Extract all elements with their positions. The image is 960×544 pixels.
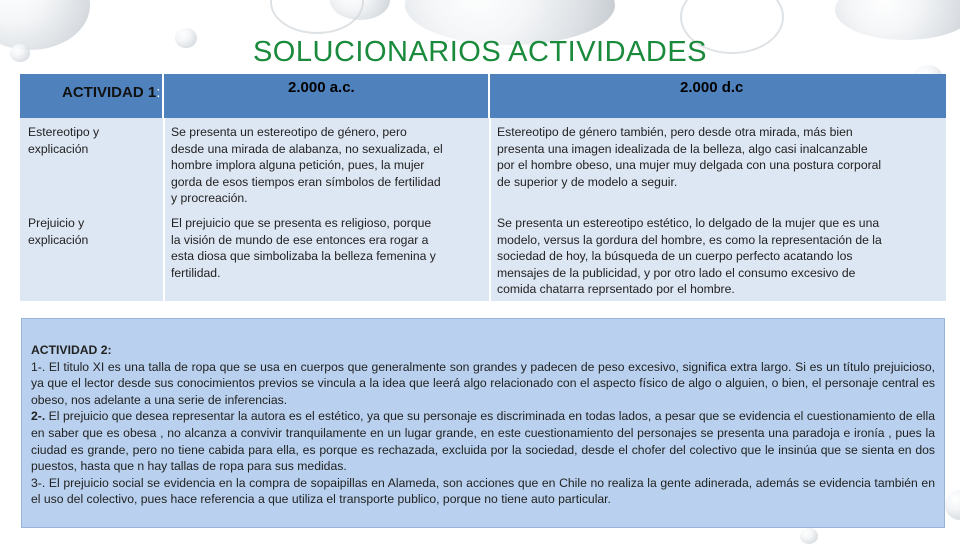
activity2-box bbox=[21, 318, 945, 528]
activity2-answer-3: 3-. El prejuicio social se evidencia en la compra de sopaipillas en Alameda, son acciones que en Chile no realiza la gente adinerada, además se evidencia también en el uso del colectivo, pues hace referencia a que utiliza el transporte publico, porque no tiene auto particular. bbox=[31, 475, 935, 507]
row-label: Prejuicio y explicación bbox=[28, 216, 89, 247]
cell-ac: Se presenta un estereotipo de género, pero desde una mirada de alabanza, no sexualizada, el hombre implora alguna petición, pues, la mujer gorda de esos tiempos eran símbolos de fertilidad y procreación. bbox=[171, 125, 443, 206]
cell-dc: Se presenta un estereotipo estético, lo delgado de la mujer que es una modelo, versus la gordura del hombre, es como la representación de la sociedad de hoy, la búsqueda de un cuerpo perfecto acatando los mensajes de la publicidad, y por otro lado el consumo excesivo de comida chatarra reprsentado por el hombre. bbox=[497, 216, 882, 297]
activity2-answer-1: 1-. El titulo XI es una talla de ropa que se usa en cuerpos que generalmente son grandes y padecen de peso excesivo, significa extra largo. Si es un título prejuicioso, ya que el lector desde sus conocimientos previos se vincula a la idea que leerá algo relacionado con el aspecto físico de algo o alguien, o bien, el personaje central es obeso, nos adelante a una serie de inferencias. bbox=[31, 359, 935, 407]
decorative-bubble bbox=[835, 0, 960, 40]
cell-dc: Estereotipo de género también, pero desde otra mirada, más bien presenta una imagen idealizada de la belleza, algo casi inalcanzable por el hombre obeso, una mujer muy delgada con una postura corporal de superior y de modelo a seguir. bbox=[497, 125, 882, 189]
column-header-2000-ac: 2.000 a.c. bbox=[288, 79, 355, 96]
column-divider bbox=[163, 118, 165, 301]
column-header-2000-dc: 2.000 d.c bbox=[680, 79, 744, 96]
decorative-bubble bbox=[945, 490, 960, 520]
decorative-bubble bbox=[800, 528, 818, 544]
decorative-ring bbox=[270, 0, 364, 34]
activity1-heading: ACTIVIDAD 1: bbox=[62, 84, 161, 101]
column-divider bbox=[489, 118, 491, 301]
activity2-answer-2: 2-. El prejuicio que desea representar la autora es el estético, ya que su personaje es discriminada en todas lados, a pesar que se evidencia el cuestionamiento de ella en saber que es obesa , no alcanza a convivir tranquilamente en un lugar grande, en este cuestionamiento del personajes se presenta una paradoja e ironía , pues la ciudad es grande, pero no tiene cabida para ella, es porque es rechazada, excluida por la sociedad, desde el chofer del colectivo que le insinúa que se sienta en dos puestos, hasta que n hay tallas de ropa para sus medidas. bbox=[31, 409, 935, 474]
cell-ac: El prejuicio que se presenta es religioso, porque la visión de mundo de ese entonces era rogar a esta diosa que simbolizaba la belleza femenina y fertilidad. bbox=[171, 216, 436, 280]
activity2-heading: ACTIVIDAD 2: bbox=[31, 343, 112, 357]
row-label: Estereotipo y explicación bbox=[28, 125, 100, 156]
page-title: SOLUCIONARIOS ACTIVIDADES bbox=[252, 36, 708, 68]
